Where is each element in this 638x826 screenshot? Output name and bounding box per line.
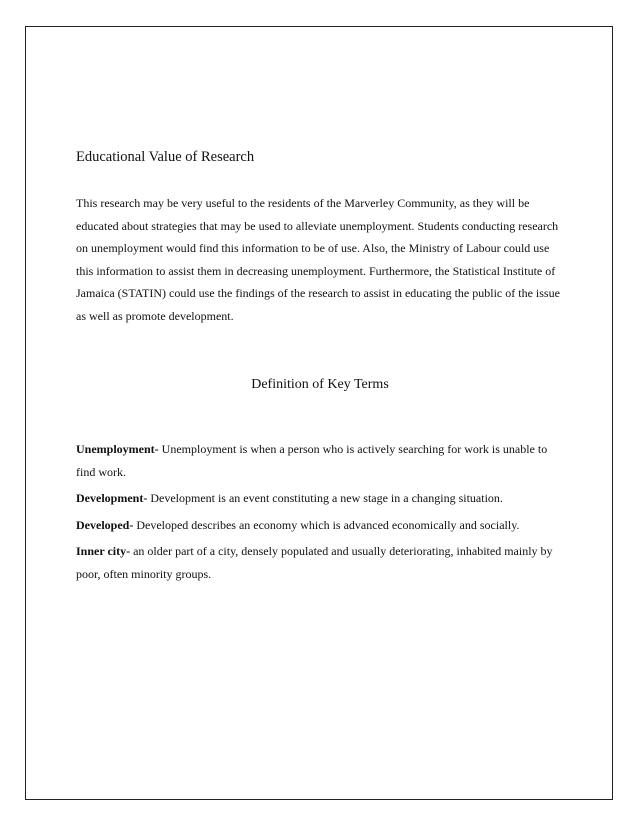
definition-term: Developed- bbox=[76, 517, 134, 532]
definition-text: Unemployment is when a person who is actively searching for work is unable to find work. bbox=[76, 442, 548, 479]
body-paragraph: This research may be very useful to the residents of the Marverley Community, as they will be educated about strategies that may be used to alleviate unemployment. Students conducting research on unemployment would find this information to be of use. Also, the Ministry of Labour could use this information to assist them in decreasing unemployment. Furthermore, the Statistical Institute of Jamaica (STATIN) could use the findings of the research to assist in educating the public of the issue as well as promote development. bbox=[76, 196, 560, 323]
definition-item bbox=[76, 438, 564, 483]
definition-term: Development- bbox=[76, 491, 148, 505]
page-content bbox=[76, 149, 564, 589]
document-page bbox=[25, 26, 613, 800]
definition-item bbox=[76, 514, 564, 537]
definition-term: Unemployment- bbox=[76, 442, 159, 456]
section-heading: Educational Value of Research bbox=[76, 149, 255, 165]
definitions-heading: Definition of Key Terms bbox=[251, 377, 389, 392]
definition-text: an older part of a city, densely populated and usually deteriorating, inhabited mainly by poor, often minority groups. bbox=[76, 544, 553, 581]
definition-item bbox=[76, 540, 564, 585]
definitions-list bbox=[76, 438, 564, 585]
definition-text: Development is an event constituting a new stage in a changing situation. bbox=[147, 491, 503, 505]
definition-item bbox=[76, 487, 564, 510]
definition-term: Inner city- bbox=[76, 544, 131, 558]
definition-text: Developed describes an economy which is advanced economically and socially. bbox=[133, 517, 520, 532]
